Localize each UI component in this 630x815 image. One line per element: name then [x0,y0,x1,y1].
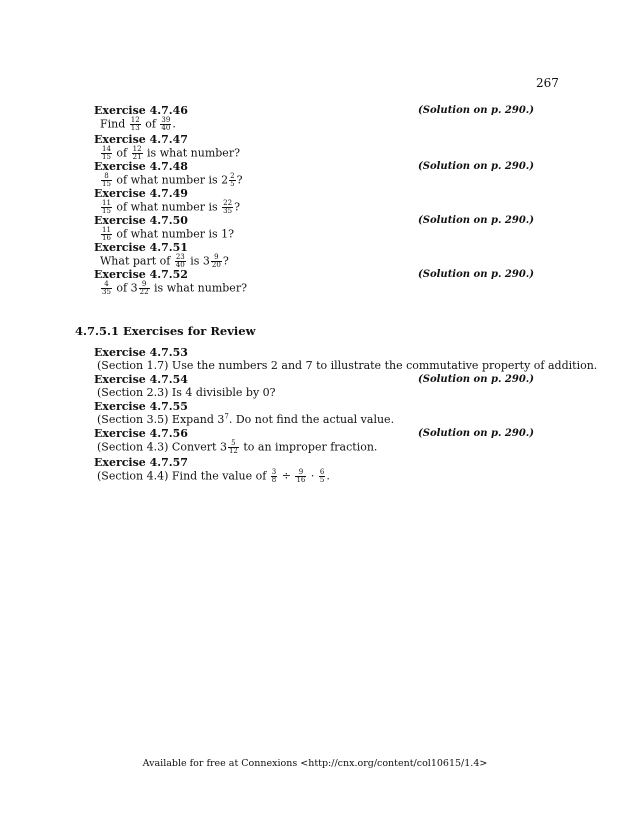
exercise-4-7-47 [94,133,534,161]
exercise-title: Exercise 4.7.47 [94,133,188,146]
exercise-body: (Section 1.7) Use the numbers 2 and 7 to illustrate the commutative property of addition. [97,359,598,372]
fraction: $\frac{6}{5}$ [319,468,325,484]
solution-link[interactable]: (Solution on p. 290.) [418,161,534,172]
exercise-body: (Section 4.3) Convert 3 $\frac{5}{12}$ to an improper fraction. [97,439,378,455]
exercise-title: Exercise 4.7.56 [94,427,188,440]
solution-link[interactable]: (Solution on p. 290.) [418,374,534,385]
fraction: $\frac{8}{15}$ [102,172,111,188]
exercise-title: Exercise 4.7.49 [94,187,188,200]
exercise-4-7-53 [94,346,598,373]
exercise-body: Find $\frac{12}{13}$ of $\frac{39}{40}$ . [100,116,176,132]
exercise-body: $\frac{14}{15}$ of $\frac{12}{21}$ is what number? [102,145,240,161]
footer: Available for free at Connexions <http://cnx.org/content/col10615/1.4> [142,758,488,769]
exercise-title: Exercise 4.7.55 [94,400,188,413]
exercise-title: Exercise 4.7.50 [94,214,188,227]
fraction: $\frac{14}{15}$ [102,145,111,161]
fraction: $\frac{11}{15}$ [102,199,111,215]
page-number: 267 [536,76,559,90]
solution-link[interactable]: (Solution on p. 290.) [418,269,534,280]
exercise-title: Exercise 4.7.57 [94,456,188,469]
fraction: $\frac{9}{16}$ [296,468,306,484]
exercise-body: $\frac{11}{16}$ of what number is 1? [102,226,235,242]
exercise-4-7-48 [94,160,534,188]
exercise-4-7-57 [94,456,534,484]
exercise-title: Exercise 4.7.46 [94,104,188,117]
exercise-body: $\frac{4}{35}$ of 3 $\frac{9}{22}$ is what number? [102,280,247,296]
exercise-body: What part of $\frac{23}{40}$ is 3 $\frac{9}{20}$ ? [100,253,229,269]
solution-link[interactable]: (Solution on p. 290.) [418,215,534,226]
exercise-4-7-49 [94,187,534,215]
exercise-4-7-54 [94,373,534,400]
solution-link[interactable]: (Solution on p. 290.) [418,428,534,439]
fraction: $\frac{12}{13}$ [130,116,140,132]
exercise-body: $\frac{8}{15}$ of what number is 2 $\frac{2}{5}$ ? [102,172,243,188]
exercise-4-7-51 [94,241,534,269]
exercise-body: (Section 2.3) Is 4 divisible by 0? [97,386,276,399]
fraction: $\frac{9}{20}$ [211,253,221,269]
fraction: $\frac{5}{12}$ [228,439,238,455]
exercise-4-7-52 [94,268,534,296]
fraction: $\frac{3}{8}$ [271,468,277,484]
exponent: 7 [224,412,229,421]
fraction: $\frac{9}{22}$ [139,280,149,296]
fraction: $\frac{39}{40}$ [161,116,171,132]
fraction: $\frac{2}{5}$ [230,172,235,188]
exercise-title: Exercise 4.7.51 [94,241,188,254]
fraction: $\frac{11}{16}$ [102,226,111,242]
fraction: $\frac{22}{35}$ [223,199,233,215]
exercise-title: Exercise 4.7.53 [94,346,188,359]
exercise-body: (Section 3.5) Expand $3^7$. Do not find the actual value. [97,412,395,426]
exercise-4-7-56 [94,427,534,455]
exercise-4-7-46 [94,104,534,132]
solution-link[interactable]: (Solution on p. 290.) [418,105,534,116]
section-heading: 4.7.5.1 Exercises for Review [75,324,256,338]
exercise-body: (Section 4.4) Find the value of $\frac{3}{8}$ ÷ $\frac{9}{16}$ · $\frac{6}{5}$ . [97,468,330,484]
exercise-body: $\frac{11}{15}$ of what number is $\frac{22}{35}$ ? [102,199,240,215]
fraction: $\frac{12}{21}$ [132,145,142,161]
exercise-title: Exercise 4.7.54 [94,373,188,386]
exercise-4-7-55 [94,400,534,427]
exercise-title: Exercise 4.7.48 [94,160,188,173]
exercise-4-7-50 [94,214,534,242]
exercise-title: Exercise 4.7.52 [94,268,188,281]
fraction: $\frac{4}{35}$ [102,280,111,296]
fraction: $\frac{23}{40}$ [175,253,185,269]
